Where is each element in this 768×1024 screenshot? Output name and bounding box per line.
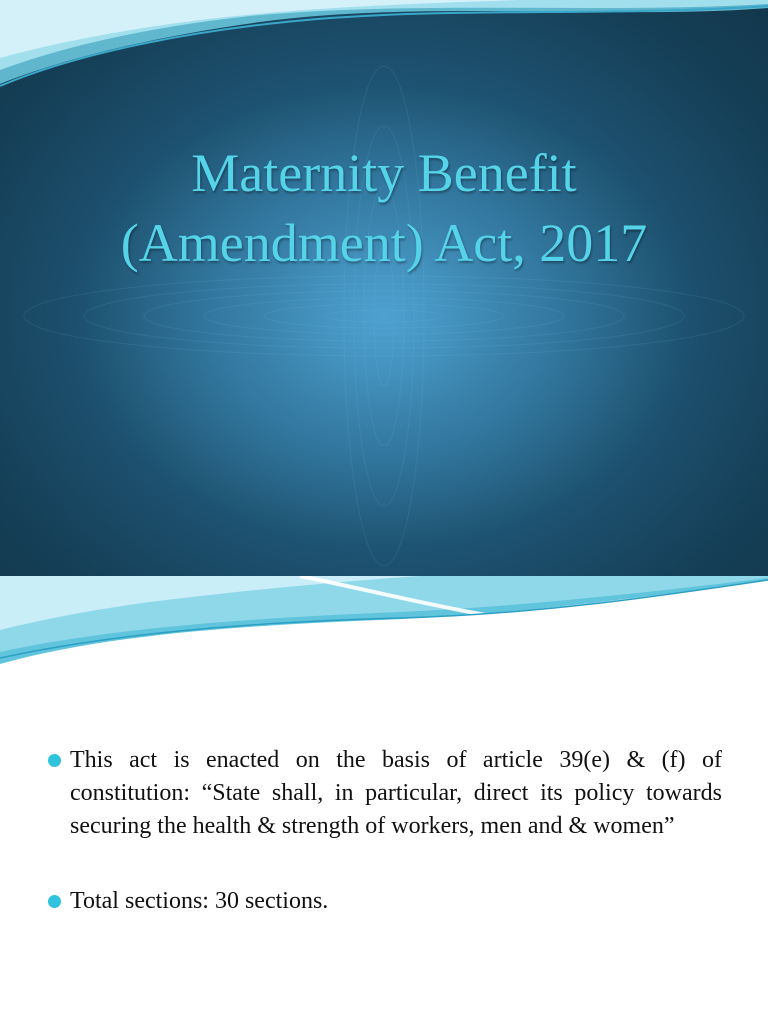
title-line-2: (Amendment) Act, 2017 <box>120 213 648 273</box>
bullet-item <box>46 744 722 843</box>
top-wave-decoration <box>0 576 768 676</box>
title-line-1: Maternity Benefit <box>191 143 577 203</box>
bullet-dot-icon <box>48 895 61 908</box>
slide-title <box>0 138 768 278</box>
content-slide <box>0 576 768 1024</box>
bullet-text: This act is enacted on the basis of article 39(e) & (f) of constitution: “State shall, in particular, direct its policy towards securing the health & strength of workers, men and & women” <box>70 747 722 839</box>
bullet-item <box>46 885 722 918</box>
bullet-dot-icon <box>48 754 61 767</box>
bullet-list <box>46 744 722 918</box>
bullet-text: Total sections: 30 sections. <box>70 888 329 914</box>
top-wave-decoration <box>0 0 768 100</box>
